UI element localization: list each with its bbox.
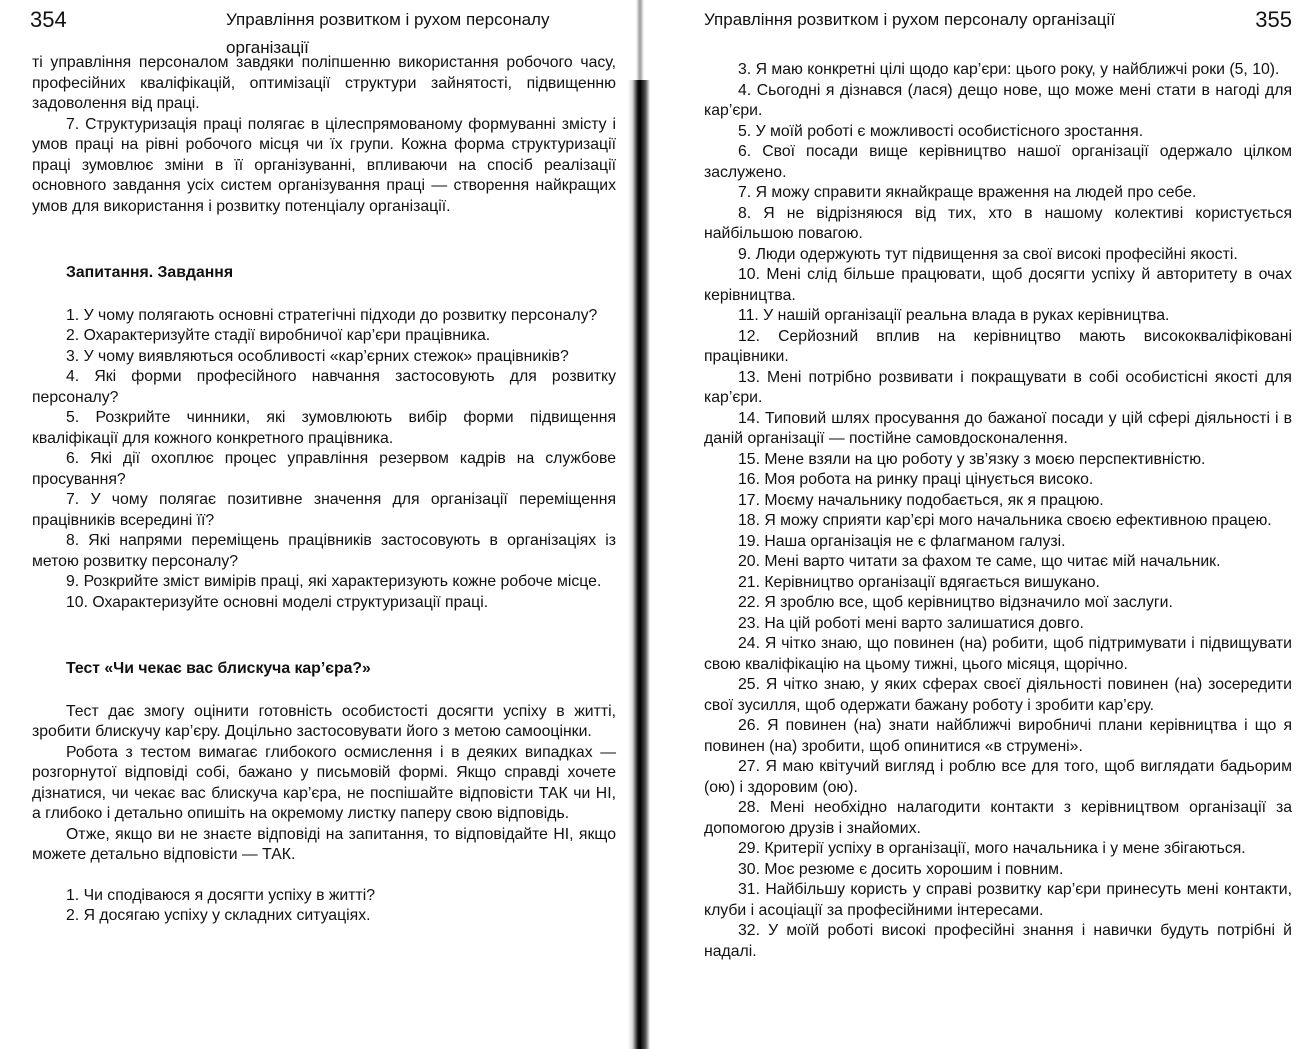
test-item: 20. Мені варто читати за фахом те саме, що читає мій начальник. xyxy=(738,553,1221,570)
test-paragraph-2: Робота з тестом вимагає глибокого осмислення і в деяких випадках — розгорнутої відповіді собі, бажано у письмовій формі. Якщо справді хочете дізнатися, чи чекає вас блискуча кар’єра, не поспішайте відповісти ТАК чи НІ, а глибоко і детально опишіть на окремому листку паперу свою відповідь. xyxy=(32,743,616,822)
test-item: 24. Я чітко знаю, що повинен (на) робити, щоб підтримувати і підвищувати свою кваліфікацію на цьому тижні, цього місяця, щорічно. xyxy=(704,635,1292,673)
question-item: 2. Охарактеризуйте стадії виробничої кар’єри працівника. xyxy=(66,327,491,344)
test-item: 16. Моя робота на ринку праці цінується високо. xyxy=(738,471,1094,488)
question-item: 4. Які форми професійного навчання застосовують для розвитку персоналу? xyxy=(32,368,616,406)
right-body xyxy=(704,60,1292,962)
test-item: 23. На цій роботі мені варто залишатися довго. xyxy=(738,614,1084,632)
questions-title: Запитання. Завдання xyxy=(66,264,234,281)
test-item: 17. Моєму начальнику подобається, як я працюю. xyxy=(738,491,1104,509)
test-item: 28. Мені необхідно налагодити контакти з керівництвом організації за допомогою друзів і знайомих. xyxy=(704,799,1292,837)
test-paragraph-3: Отже, якщо ви не знаєте відповіді на запитання, то відповідайте НІ, якщо можете детально відповісти — ТАК. xyxy=(32,825,616,863)
test-item: 25. Я чітко знаю, у яких сферах своєї діяльності повинен (на) зосередити свої зусилля, щоб одержати бажану роботу і зробити кар’єру. xyxy=(704,676,1292,714)
test-item: 1. Чи сподіваюся я досягти успіху в житті? xyxy=(66,886,376,904)
test-item: 3. Я маю конкретні цілі щодо кар’єри: цього року, у найближчі роки (5, 10). xyxy=(738,61,1280,78)
intro-paragraph-1: ті управління персоналом завдяки поліпшенню використання робочого часу, професійних кваліфікацій, оптимізації структури зайнятості, підвищенню задоволення від праці. xyxy=(32,54,616,112)
intro-paragraph-2: 7. Структуризація праці полягає в цілеспрямованому формуванні змісту і умов праці на рівні робочого місця чи їх групи. Кожна форма структуризації праці зумовлює зміни в її організуванні, впливаючи на спосіб реалізації основного завдання усіх систем організування праці — створення найкращих умов для використання і розвитку потенціалу організації. xyxy=(32,115,616,215)
test-title: Тест «Чи чекає вас блискуча кар’єра?» xyxy=(66,660,371,677)
test-item: 10. Мені слід більше працювати, щоб досягти успіху й авторитету в очах керівництва. xyxy=(704,266,1292,304)
question-item: 8. Які напрями переміщень працівників застосовують в організаціях із метою розвитку персоналу? xyxy=(32,532,616,570)
question-item: 7. У чому полягає позитивне значення для організації переміщення працівників всередині її? xyxy=(32,491,616,529)
question-item: 1. У чому полягають основні стратегічні підходи до розвитку персоналу? xyxy=(66,306,598,324)
test-item: 2. Я досягаю успіху у складних ситуаціях. xyxy=(66,907,371,924)
test-item: 18. Я можу сприяти кар’єрі мого начальника своєю ефективною працею. xyxy=(738,512,1272,529)
test-item: 15. Мене взяли на цю роботу у зв’язку з моєю перспективністю. xyxy=(738,450,1206,468)
test-item: 5. У моїй роботі є можливості особистісного зростання. xyxy=(738,122,1144,140)
test-items-list xyxy=(704,60,1292,962)
test-paragraph-1: Тест дає змогу оцінити готовність особистості досягти успіху в житті, зробити блискучу кар’єру. Доцільно застосовувати його з метою самооцінки. xyxy=(32,702,616,740)
test-item: 27. Я маю квітучий вигляд і роблю все для того, щоб виглядати бадьорим (ою) і здоровим (ою). xyxy=(704,758,1292,796)
test-item: 13. Мені потрібно розвивати і покращувати в собі особистісні якості для кар’єри. xyxy=(704,368,1292,406)
test-item: 26. Я повинен (на) знати найближчі виробничі плани керівництва і що я повинен (на) зробити, щоб опинитися «в струмені». xyxy=(704,717,1292,755)
test-item: 22. Я зроблю все, щоб керівництво відзначило мої заслуги. xyxy=(738,594,1173,611)
test-item: 32. У моїй роботі високі професійні знання і навички будуть потрібні й надалі. xyxy=(704,922,1292,960)
right-running-head: Управління розвитком і рухом персоналу організації xyxy=(704,10,1116,29)
left-running-head: Управління розвитком і рухом персоналу організації xyxy=(226,10,550,57)
left-page xyxy=(0,0,628,1049)
left-header xyxy=(0,6,628,57)
test-item: 7. Я можу справити якнайкраще враження на людей про себе. xyxy=(738,184,1197,201)
questions-list xyxy=(32,306,616,614)
test-item: 11. У нашій організації реальна влада в руках керівництва. xyxy=(738,307,1170,324)
question-item: 5. Розкрийте чинники, які зумовлюють вибір форми підвищення кваліфікації для кожного конкретного працівника. xyxy=(32,409,616,447)
left-page-number: 354 xyxy=(30,7,67,32)
test-item: 9. Люди одержують тут підвищення за свої високі професійні якості. xyxy=(738,245,1238,263)
test-item: 31. Найбільшу користь у справі розвитку кар’єри принесуть мені контакти, клуби і асоціації за професійними інтересами. xyxy=(704,881,1292,919)
question-item: 10. Охарактеризуйте основні моделі структуризації праці. xyxy=(66,593,489,611)
question-item: 9. Розкрийте зміст вимірів праці, які характеризують кожне робоче місце. xyxy=(66,573,602,590)
test-item: 14. Типовий шлях просування до бажаної посади у цій сфері діяльності і в даній організації — постійне самовдосконалення. xyxy=(704,409,1292,447)
question-item: 6. Які дії охоплює процес управління резервом кадрів на службове просування? xyxy=(32,450,616,488)
test-item: 4. Сьогодні я дізнався (лася) дещо нове, що може мені стати в нагоді для кар’єри. xyxy=(704,81,1292,119)
left-body xyxy=(32,53,616,927)
book-gutter-shadow xyxy=(628,80,650,1049)
test-item: 6. Свої посади вище керівництво нашої організації одержало цілком заслужено. xyxy=(704,143,1292,181)
test-item: 29. Критерії успіху в організації, мого начальника і у мене збігаються. xyxy=(738,840,1246,857)
test-item: 12. Серйозний вплив на керівництво мають висококваліфіковані працівники. xyxy=(704,327,1292,365)
test-item: 30. Моє резюме є досить хорошим і повним. xyxy=(738,860,1064,878)
right-page-number: 355 xyxy=(1255,7,1292,32)
test-item: 21. Керівництво організації вдягається вишукано. xyxy=(738,573,1100,591)
right-page xyxy=(668,0,1300,1049)
question-item: 3. У чому виявляються особливості «кар’єрних стежок» працівників? xyxy=(66,347,569,365)
test-item: 8. Я не відрізняюся від тих, хто в нашому колективі користується найбільшою повагою. xyxy=(704,204,1292,242)
book-gutter-top xyxy=(636,0,644,80)
right-header xyxy=(668,6,1300,34)
test-item: 19. Наша організація не є флагманом галузі. xyxy=(738,532,1066,550)
